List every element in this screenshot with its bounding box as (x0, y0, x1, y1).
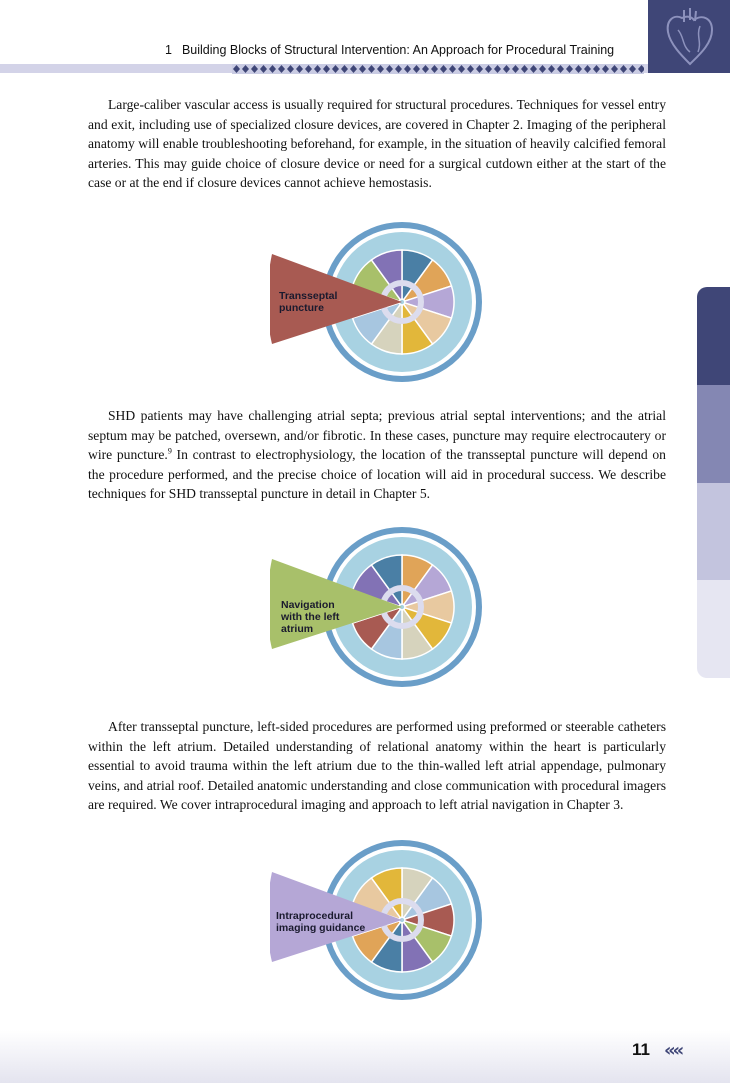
section-tabs (697, 287, 730, 678)
wheel-label-transseptal: Transseptal puncture (279, 290, 338, 314)
footer-band (0, 1030, 730, 1083)
chapter-logo (648, 0, 730, 73)
procedure-wheel-navigation (270, 527, 490, 697)
paragraph-transseptal: SHD patients may have challenging atrial septa; previous atrial septal interventions; and the atrial septum may be patched, oversewn, and/or fibrotic. In these cases, puncture may require electrocautery or wire puncture.$^9$ In contrast to electrophysiology, the location of the transseptal puncture will depend on the procedure performed, and the precise choice of location will aid in procedural success. We describe techniques for SHD transseptal puncture in detail in Chapter 5. (88, 408, 666, 502)
chevron-left-icon[interactable]: «« (664, 1040, 682, 1061)
section-tab-4[interactable] (697, 580, 730, 678)
chapter-number: 1 (165, 43, 172, 57)
section-tab-2[interactable] (697, 385, 730, 483)
procedure-wheel-transseptal (270, 222, 490, 392)
header-diamond-pattern (232, 64, 644, 74)
wheel-label-imaging: Intraprocedural imaging guidance (276, 910, 366, 934)
wheel-label-navigation: Navigation with the left atrium (281, 599, 340, 635)
chapter-title: Building Blocks of Structural Intervention: An Approach for Procedural Training (181, 43, 615, 57)
page-number: 11 (632, 1040, 650, 1059)
section-tab-3[interactable] (697, 483, 730, 581)
citation-reference[interactable]: 9 (167, 446, 172, 456)
procedure-wheel-imaging (270, 840, 490, 1010)
paragraph-vascular-access: Large-caliber vascular access is usually required for structural procedures. Techniques for vessel entry and exit, including use of specialized closure devices, are covered in Chapter 2. Imaging of the peripheral anatomy will enable troubleshooting beforehand, for example, in the situation of heavily calcified femoral arteries. This may guide choice of closure device or need for a surgical cutdown either at the start of the case or at the end if closure devices cannot achieve hemostasis. (88, 97, 666, 191)
running-header (165, 43, 614, 57)
paragraph-left-atrium: After transseptal puncture, left-sided procedures are performed using preformed or steerable catheters within the left atrium. Detailed understanding of relational anatomy within the heart is particularly essential to avoid trauma within the left atrium due to the thin-walled left atrial appendage, pulmonary veins, and atrial roof. Detailed anatomic understanding and close communication with procedural imagers are required. We cover intraprocedural imaging and approach to left atrial navigation in Chapter 3. (88, 719, 666, 813)
heart-icon (660, 6, 718, 68)
section-tab-1[interactable] (697, 287, 730, 385)
